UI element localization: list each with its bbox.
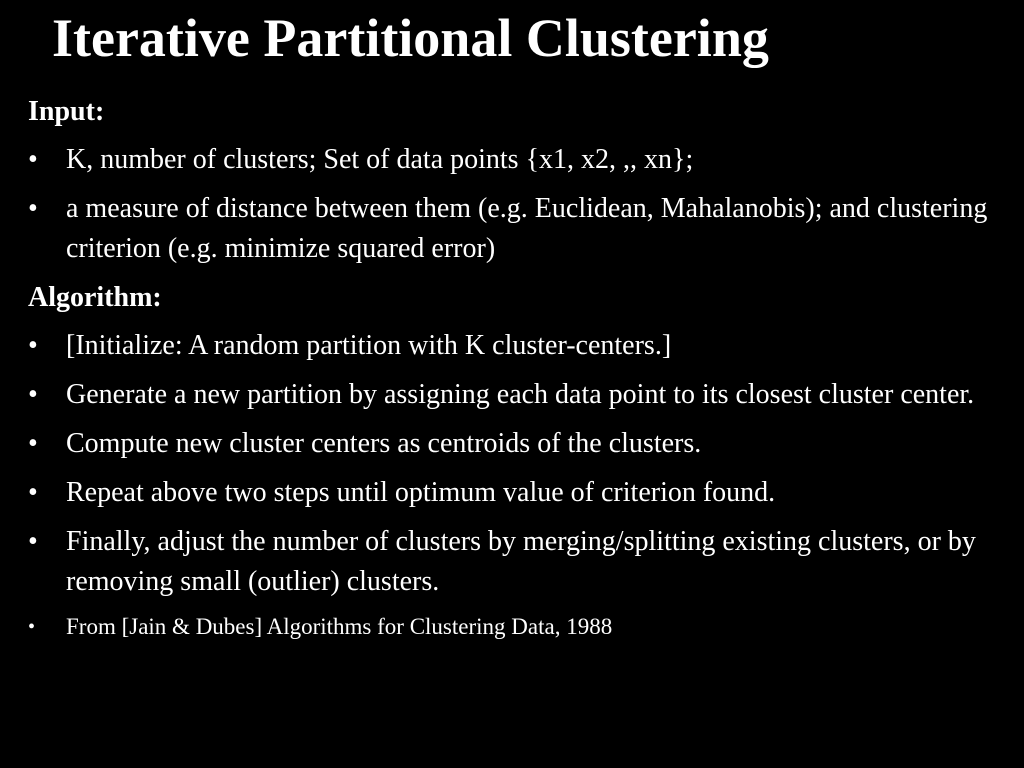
input-bullet-list: [28, 140, 1003, 269]
algorithm-bullet-list: [28, 326, 1003, 643]
algorithm-heading: Algorithm:: [28, 282, 162, 313]
list-item: [28, 522, 1003, 602]
bullet-dot-icon: •: [28, 428, 38, 459]
bullet-text: K, number of clusters; Set of data points {x1, x2, ,, xn};: [66, 144, 694, 175]
list-item: [28, 424, 1003, 464]
list-item: [28, 473, 1003, 513]
bullet-dot-icon: •: [28, 144, 38, 175]
input-heading: Input:: [28, 96, 105, 127]
slide-title: Iterative Partitional Clustering: [52, 8, 769, 68]
bullet-dot-icon: •: [28, 330, 38, 361]
bullet-text: Repeat above two steps until optimum value of criterion found.: [66, 477, 776, 508]
bullet-dot-icon: •: [28, 616, 36, 638]
bullet-dot-icon: •: [28, 477, 38, 508]
citation-item: [28, 611, 1003, 643]
bullet-text: a measure of distance between them (e.g. Euclidean, Mahalanobis); and clustering criterion (e.g. minimize squared error): [66, 193, 988, 264]
bullet-text: [Initialize: A random partition with K cluster-centers.]: [66, 330, 672, 361]
list-item: [28, 140, 1003, 180]
citation-text: From [Jain & Dubes] Algorithms for Clustering Data, 1988: [66, 614, 613, 639]
list-item: [28, 189, 1003, 269]
bullet-dot-icon: •: [28, 193, 38, 224]
bullet-text: Compute new cluster centers as centroids of the clusters.: [66, 428, 702, 459]
list-item: [28, 375, 1003, 415]
bullet-dot-icon: •: [28, 379, 38, 410]
slide-content: [28, 92, 1003, 652]
list-item: [28, 326, 1003, 366]
bullet-text: Finally, adjust the number of clusters by merging/splitting existing clusters, or by removing small (outlier) clusters.: [66, 526, 976, 597]
bullet-text: Generate a new partition by assigning each data point to its closest cluster center.: [66, 379, 975, 410]
bullet-dot-icon: •: [28, 526, 38, 557]
